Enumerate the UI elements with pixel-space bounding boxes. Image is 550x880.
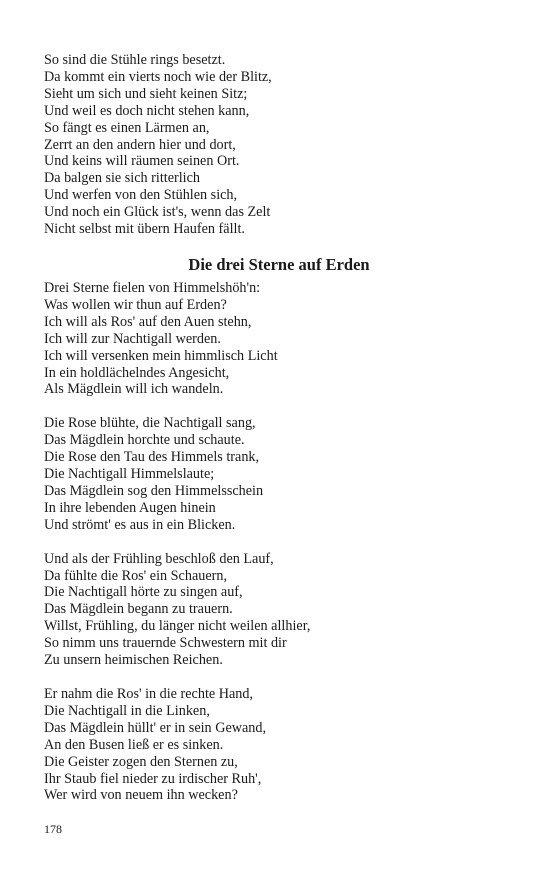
verse-line: An den Busen ließ er es sinken. bbox=[44, 736, 224, 753]
verse-line: Da kommt ein vierts noch wie der Blitz, bbox=[44, 68, 272, 85]
poem-title: Die drei Sterne auf Erden bbox=[188, 254, 370, 274]
poem-stanza-4 bbox=[44, 686, 514, 804]
verse-line: Ich will versenken mein himmlisch Licht bbox=[44, 347, 278, 364]
verse-line: Willst, Frühling, du länger nicht weilen allhier, bbox=[44, 618, 311, 635]
verse-line: Ich will zur Nachtigall werden. bbox=[44, 330, 221, 347]
spacer bbox=[44, 238, 514, 255]
verse-line: Die Rose blühte, die Nachtigall sang, bbox=[44, 415, 256, 432]
verse-line: Die Nachtigall in die Linken, bbox=[44, 702, 210, 719]
poem-fragment-stanza bbox=[44, 52, 514, 238]
verse-line: Als Mägdlein will ich wandeln. bbox=[44, 381, 224, 398]
verse-line: Nicht selbst mit übern Haufen fällt. bbox=[44, 221, 245, 238]
verse-line: Da fühlte die Ros' ein Schauern, bbox=[44, 567, 228, 584]
verse-line: Zu unsern heimischen Reichen. bbox=[44, 652, 223, 669]
poem-stanza-1 bbox=[44, 280, 514, 398]
verse-line: So fängt es einen Lärmen an, bbox=[44, 119, 210, 136]
stanza-spacer bbox=[44, 534, 514, 551]
verse-line: Das Mägdlein hüllt' er in sein Gewand, bbox=[44, 719, 267, 736]
verse-line: In ihre lebenden Augen hinein bbox=[44, 499, 216, 516]
verse-line: Die Nachtigall hörte zu singen auf, bbox=[44, 584, 243, 601]
stanza-spacer bbox=[44, 669, 514, 686]
verse-line: Und keins will räumen seinen Ort. bbox=[44, 153, 240, 170]
page-number: 178 bbox=[44, 822, 62, 836]
verse-line: Das Mägdlein sog den Himmelsschein bbox=[44, 482, 264, 499]
verse-line: Die Rose den Tau des Himmels trank, bbox=[44, 449, 260, 466]
verse-line: Drei Sterne fielen von Himmelshöh'n: bbox=[44, 279, 261, 296]
poem-stanza-3 bbox=[44, 551, 514, 669]
verse-line: Und weil es doch nicht stehen kann, bbox=[44, 102, 250, 119]
verse-line: Zerrt an den andern hier und dort, bbox=[44, 136, 236, 153]
verse-line: Wer wird von neuem ihn wecken? bbox=[44, 787, 238, 804]
verse-line: Ich will als Ros' auf den Auen stehn, bbox=[44, 313, 252, 330]
verse-line: Und als der Frühling beschloß den Lauf, bbox=[44, 550, 274, 567]
verse-line: Das Mägdlein begann zu trauern. bbox=[44, 601, 233, 618]
verse-line: Die Geister zogen den Sternen zu, bbox=[44, 753, 238, 770]
poem-stanza-2 bbox=[44, 415, 514, 533]
verse-line: Er nahm die Ros' in die rechte Hand, bbox=[44, 686, 254, 702]
verse-line: In ein holdlächelndes Angesicht, bbox=[44, 364, 230, 381]
verse-line: Das Mägdlein horchte und schaute. bbox=[44, 432, 245, 449]
book-page bbox=[44, 52, 514, 804]
verse-line: Und noch ein Glück ist's, wenn das Zelt bbox=[44, 204, 271, 221]
verse-line: So nimm uns trauernde Schwestern mit dir bbox=[44, 635, 287, 652]
verse-line: Was wollen wir thun auf Erden? bbox=[44, 296, 227, 313]
verse-line: Die Nachtigall Himmelslaute; bbox=[44, 466, 215, 483]
verse-line: Da balgen sie sich ritterlich bbox=[44, 170, 201, 187]
verse-line: Und werfen von den Stühlen sich, bbox=[44, 187, 238, 204]
verse-line: Sieht um sich und sieht keinen Sitz; bbox=[44, 85, 248, 102]
verse-line: Und strömt' es aus in ein Blicken. bbox=[44, 516, 236, 533]
stanza-spacer bbox=[44, 398, 514, 415]
verse-line: Ihr Staub fiel nieder zu irdischer Ruh', bbox=[44, 770, 262, 787]
verse-line: So sind die Stühle rings besetzt. bbox=[44, 52, 226, 68]
